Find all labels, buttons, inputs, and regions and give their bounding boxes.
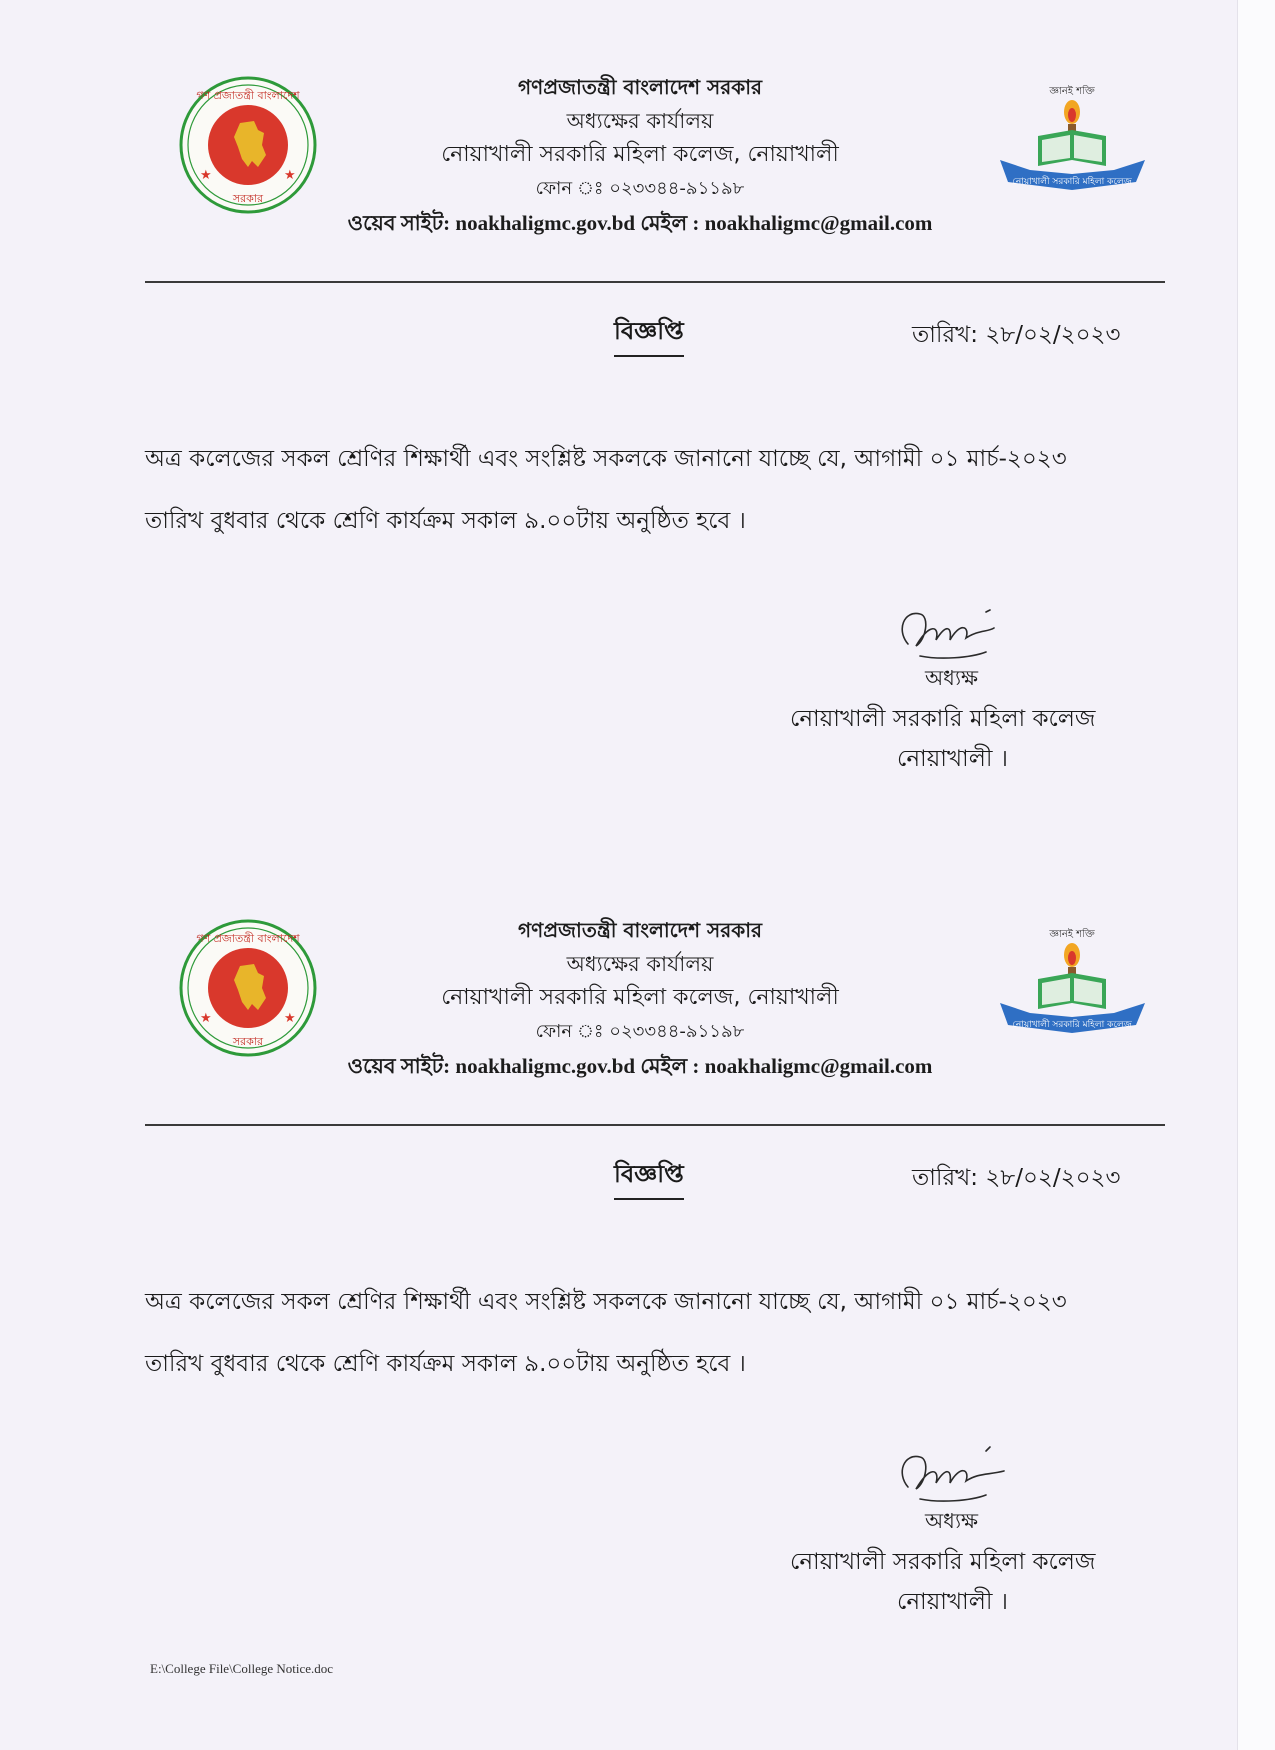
signatory-college: নোয়াখালী সরকারি মহিলা কলেজ: [790, 706, 1096, 732]
notice-body-line-1: অত্র কলেজের সকল শ্রেণির শিক্ষার্থী এবং সংশ্লিষ্ট সকলকে জানানো যাচ্ছে যে, আগামী ০১ মার্চ-২০২৩: [145, 446, 1067, 472]
notice-heading: বিজ্ঞপ্তি: [614, 1156, 684, 1200]
letterhead: [300, 913, 980, 1081]
government-seal-icon: [178, 918, 318, 1058]
office-name: অধ্যক্ষের কার্যালয়: [566, 952, 714, 976]
notice-copy-2: [0, 843, 1237, 1688]
notice-date: তারিখ: ২৮/০২/২০২৩: [912, 322, 1121, 348]
college-name: নোয়াখালী সরকারি মহিলা কলেজ, নোয়াখালী: [441, 142, 839, 167]
office-name: অধ্যক্ষের কার্যালয়: [566, 109, 714, 133]
svg-text:★: ★: [200, 1011, 212, 1026]
college-logo-motto: জ্ঞানই শক্তি: [1049, 929, 1095, 940]
header-divider: [145, 281, 1165, 283]
svg-text:★: ★: [284, 168, 296, 183]
svg-text:★: ★: [284, 1011, 296, 1026]
signatory-title: অধ্যক্ষ: [925, 1509, 979, 1533]
seal-text-top: গণ প্রজাতন্ত্রী বাংলাদেশ: [196, 932, 300, 945]
signatory-place: নোয়াখালী ।: [897, 746, 1008, 772]
file-path-footer: E:\College File\College Notice.doc: [150, 1661, 334, 1676]
college-logo-banner: নোয়াখালী সরকারি মহিলা কলেজ: [1012, 177, 1132, 187]
college-logo-icon: [990, 78, 1155, 198]
notice-heading: বিজ্ঞপ্তি: [614, 313, 684, 357]
notice-copy-1: [0, 0, 1237, 845]
seal-text-top: গণ প্রজাতন্ত্রী বাংলাদেশ: [196, 89, 300, 102]
college-name: নোয়াখালী সরকারি মহিলা কলেজ, নোয়াখালী: [441, 985, 839, 1010]
signatory-college: নোয়াখালী সরকারি মহিলা কলেজ: [790, 1549, 1096, 1575]
phone-number: ফোন ঃ ০২৩৩৪৪-৯১১৯৮: [535, 178, 745, 199]
page-edge: [1237, 0, 1275, 1750]
seal-text-bottom: সরকার: [232, 192, 264, 205]
signatory-title: অধ্যক্ষ: [925, 666, 979, 690]
notice-body-line-2: তারিখ বুধবার থেকে শ্রেণি কার্যক্রম সকাল ৯.০০টায় অনুষ্ঠিত হবে ।: [145, 508, 746, 534]
notice-date: তারিখ: ২৮/০২/২০২৩: [912, 1165, 1121, 1191]
college-logo-icon: [990, 921, 1155, 1041]
notice-body: [145, 1271, 1165, 1395]
header-divider: [145, 1124, 1165, 1126]
college-logo-banner: নোয়াখালী সরকারি মহিলা কলেজ: [1012, 1020, 1132, 1030]
government-name: গণপ্রজাতন্ত্রী বাংলাদেশ সরকার: [518, 75, 762, 99]
college-logo-motto: জ্ঞানই শক্তি: [1049, 86, 1095, 97]
seal-text-bottom: সরকার: [232, 1035, 264, 1048]
letterhead: [300, 70, 980, 238]
notice-body-line-2: তারিখ বুধবার থেকে শ্রেণি কার্যক্রম সকাল ৯.০০টায় অনুষ্ঠিত হবে ।: [145, 1351, 746, 1377]
website-email: ওয়েব সাইট: noakhaligmc.gov.bd মেইল : noakhaligmc@gmail.com: [347, 211, 933, 235]
svg-text:★: ★: [200, 168, 212, 183]
signatory-place: নোয়াখালী ।: [897, 1589, 1008, 1615]
website-email: ওয়েব সাইট: noakhaligmc.gov.bd মেইল : noakhaligmc@gmail.com: [347, 1054, 933, 1078]
notice-body-line-1: অত্র কলেজের সকল শ্রেণির শিক্ষার্থী এবং সংশ্লিষ্ট সকলকে জানানো যাচ্ছে যে, আগামী ০১ মার্চ-২০২৩: [145, 1289, 1067, 1315]
notice-body: [145, 428, 1165, 552]
phone-number: ফোন ঃ ০২৩৩৪৪-৯১১৯৮: [535, 1021, 745, 1042]
government-seal-icon: [178, 75, 318, 215]
government-name: গণপ্রজাতন্ত্রী বাংলাদেশ সরকার: [518, 918, 762, 942]
